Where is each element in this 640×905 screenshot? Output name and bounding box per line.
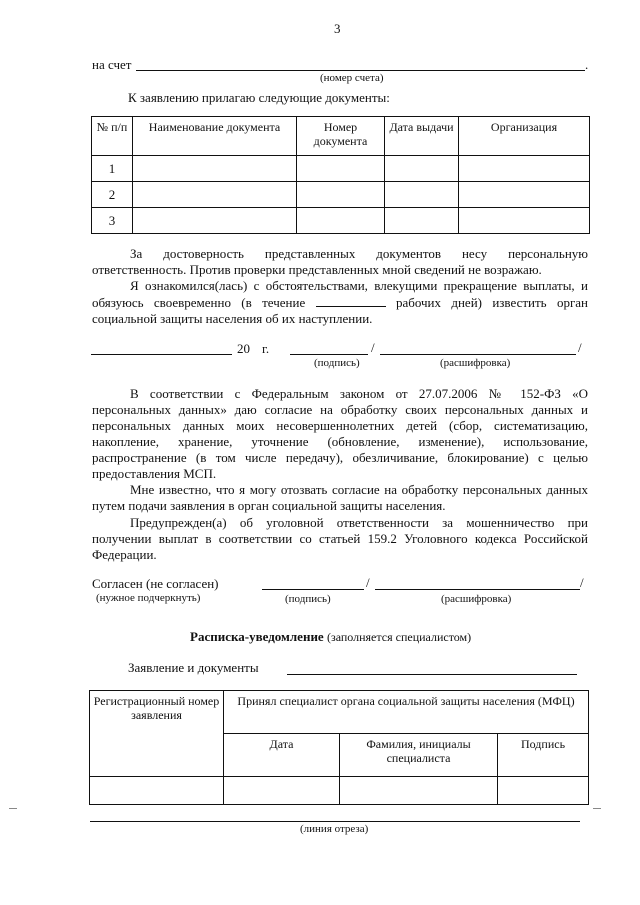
header-organization: Организация bbox=[459, 117, 590, 156]
signature-field[interactable] bbox=[290, 354, 368, 355]
account-caption: (номер счета) bbox=[320, 72, 384, 84]
row-number: 1 bbox=[92, 156, 133, 182]
table-cell[interactable] bbox=[133, 182, 297, 208]
cut-mark-left bbox=[9, 808, 17, 809]
table-cell[interactable] bbox=[297, 182, 385, 208]
acquainted-text-1: Я ознакомился(лась) с обстоятельствами, влекущими прекращение выплаты, и обязуюсь своевременно (в течение bbox=[92, 278, 588, 310]
table-cell[interactable] bbox=[297, 156, 385, 182]
table-row bbox=[92, 182, 590, 208]
sign-header: Подпись bbox=[498, 734, 589, 777]
underline-note: (нужное подчеркнуть) bbox=[96, 592, 201, 604]
header-doc-name: Наименование документа bbox=[133, 117, 297, 156]
table-cell[interactable] bbox=[385, 208, 459, 234]
agree-slash-end: / bbox=[580, 575, 584, 590]
agree-label: Согласен (не согласен) bbox=[92, 576, 219, 591]
signature-caption: (подпись) bbox=[314, 357, 360, 369]
acquainted-text-2: рабочих дней) известить орган социальной защиты населения об их наступлении. bbox=[92, 295, 589, 326]
table-row bbox=[92, 156, 590, 182]
responsibility-paragraph: За достоверность представленных документов несу персональную ответственность. Против проверки представленных мной сведений не возражаю. bbox=[92, 246, 588, 277]
table-cell[interactable] bbox=[340, 777, 498, 805]
header-issue-date: Дата выдачи bbox=[385, 117, 459, 156]
year-suffix: г. bbox=[262, 341, 270, 356]
decoding-caption: (расшифровка) bbox=[440, 357, 511, 369]
table-cell[interactable] bbox=[90, 777, 224, 805]
documents-table-header bbox=[92, 117, 590, 156]
table-cell[interactable] bbox=[385, 156, 459, 182]
table-cell[interactable] bbox=[385, 182, 459, 208]
slash-end: / bbox=[578, 340, 582, 355]
consent-paragraph: В соответствии с Федеральным законом от 27.07.2006 № 152-ФЗ «О персональных данных» даю согласие на обработку своих персональных данных и персональных данных моих несовершеннолетних детей (сбор, систематизацию, накопление, хранение, уточнение (обновление, изменение), использование, распространение (в том числе передачу), обезличивание, блокирование) с целью предоставления МСП. bbox=[92, 386, 588, 481]
documents-table bbox=[91, 116, 590, 234]
page-number: 3 bbox=[334, 21, 341, 36]
receipt-title: Расписка-уведомление bbox=[190, 629, 324, 644]
account-number-field[interactable] bbox=[136, 70, 585, 71]
receipt-note: (заполняется специалистом) bbox=[326, 630, 472, 644]
date-header: Дата bbox=[224, 734, 340, 777]
agree-slash: / bbox=[366, 575, 370, 590]
cut-mark-right bbox=[593, 808, 601, 809]
row-number: 2 bbox=[92, 182, 133, 208]
agree-decoding-field[interactable] bbox=[375, 589, 580, 590]
account-end-mark: . bbox=[585, 57, 589, 72]
attach-intro: К заявлению прилагаю следующие документы: bbox=[128, 90, 390, 105]
table-cell[interactable] bbox=[459, 156, 590, 182]
cut-line-caption: (линия отреза) bbox=[300, 823, 369, 835]
receipt-docs-label: Заявление и документы bbox=[128, 660, 259, 675]
receipt-docs-field[interactable] bbox=[287, 674, 577, 675]
receipt-table bbox=[89, 690, 589, 805]
revoke-paragraph: Мне известно, что я могу отозвать согласие на обработку персональных данных путем подачи заявления в орган социальной защиты населения. bbox=[92, 482, 588, 513]
cut-line bbox=[90, 821, 580, 822]
row-number: 3 bbox=[92, 208, 133, 234]
accepted-header: Принял специалист органа социальной защиты населения (МФЦ) bbox=[224, 691, 589, 734]
table-cell[interactable] bbox=[224, 777, 340, 805]
warning-paragraph: Предупрежден(а) об уголовной ответственности за мошенничество при получении выплат в соответствии со статьей 159.2 Уголовного кодекса Российской Федерации. bbox=[92, 515, 588, 562]
header-number: № п/п bbox=[92, 117, 133, 156]
table-cell[interactable] bbox=[133, 156, 297, 182]
header-doc-number: Номер документа bbox=[297, 117, 385, 156]
table-cell[interactable] bbox=[133, 208, 297, 234]
agree-signature-caption: (подпись) bbox=[285, 593, 331, 605]
days-field[interactable] bbox=[316, 294, 386, 307]
date-field[interactable] bbox=[91, 354, 232, 355]
table-row bbox=[90, 777, 589, 805]
receipt-heading bbox=[190, 629, 471, 645]
agree-signature-field[interactable] bbox=[262, 589, 364, 590]
account-label: на счет bbox=[92, 57, 132, 72]
decoding-field[interactable] bbox=[380, 354, 576, 355]
agree-decoding-caption: (расшифровка) bbox=[441, 593, 512, 605]
year-prefix: 20 bbox=[237, 341, 250, 356]
table-row bbox=[92, 208, 590, 234]
specialist-name-header: Фамилия, инициалы специалиста bbox=[340, 734, 498, 777]
reg-number-header: Регистрационный номер заявления bbox=[90, 691, 224, 777]
slash: / bbox=[371, 340, 375, 355]
table-cell[interactable] bbox=[459, 208, 590, 234]
acquainted-paragraph bbox=[92, 278, 588, 327]
table-cell[interactable] bbox=[297, 208, 385, 234]
table-cell[interactable] bbox=[498, 777, 589, 805]
table-cell[interactable] bbox=[459, 182, 590, 208]
